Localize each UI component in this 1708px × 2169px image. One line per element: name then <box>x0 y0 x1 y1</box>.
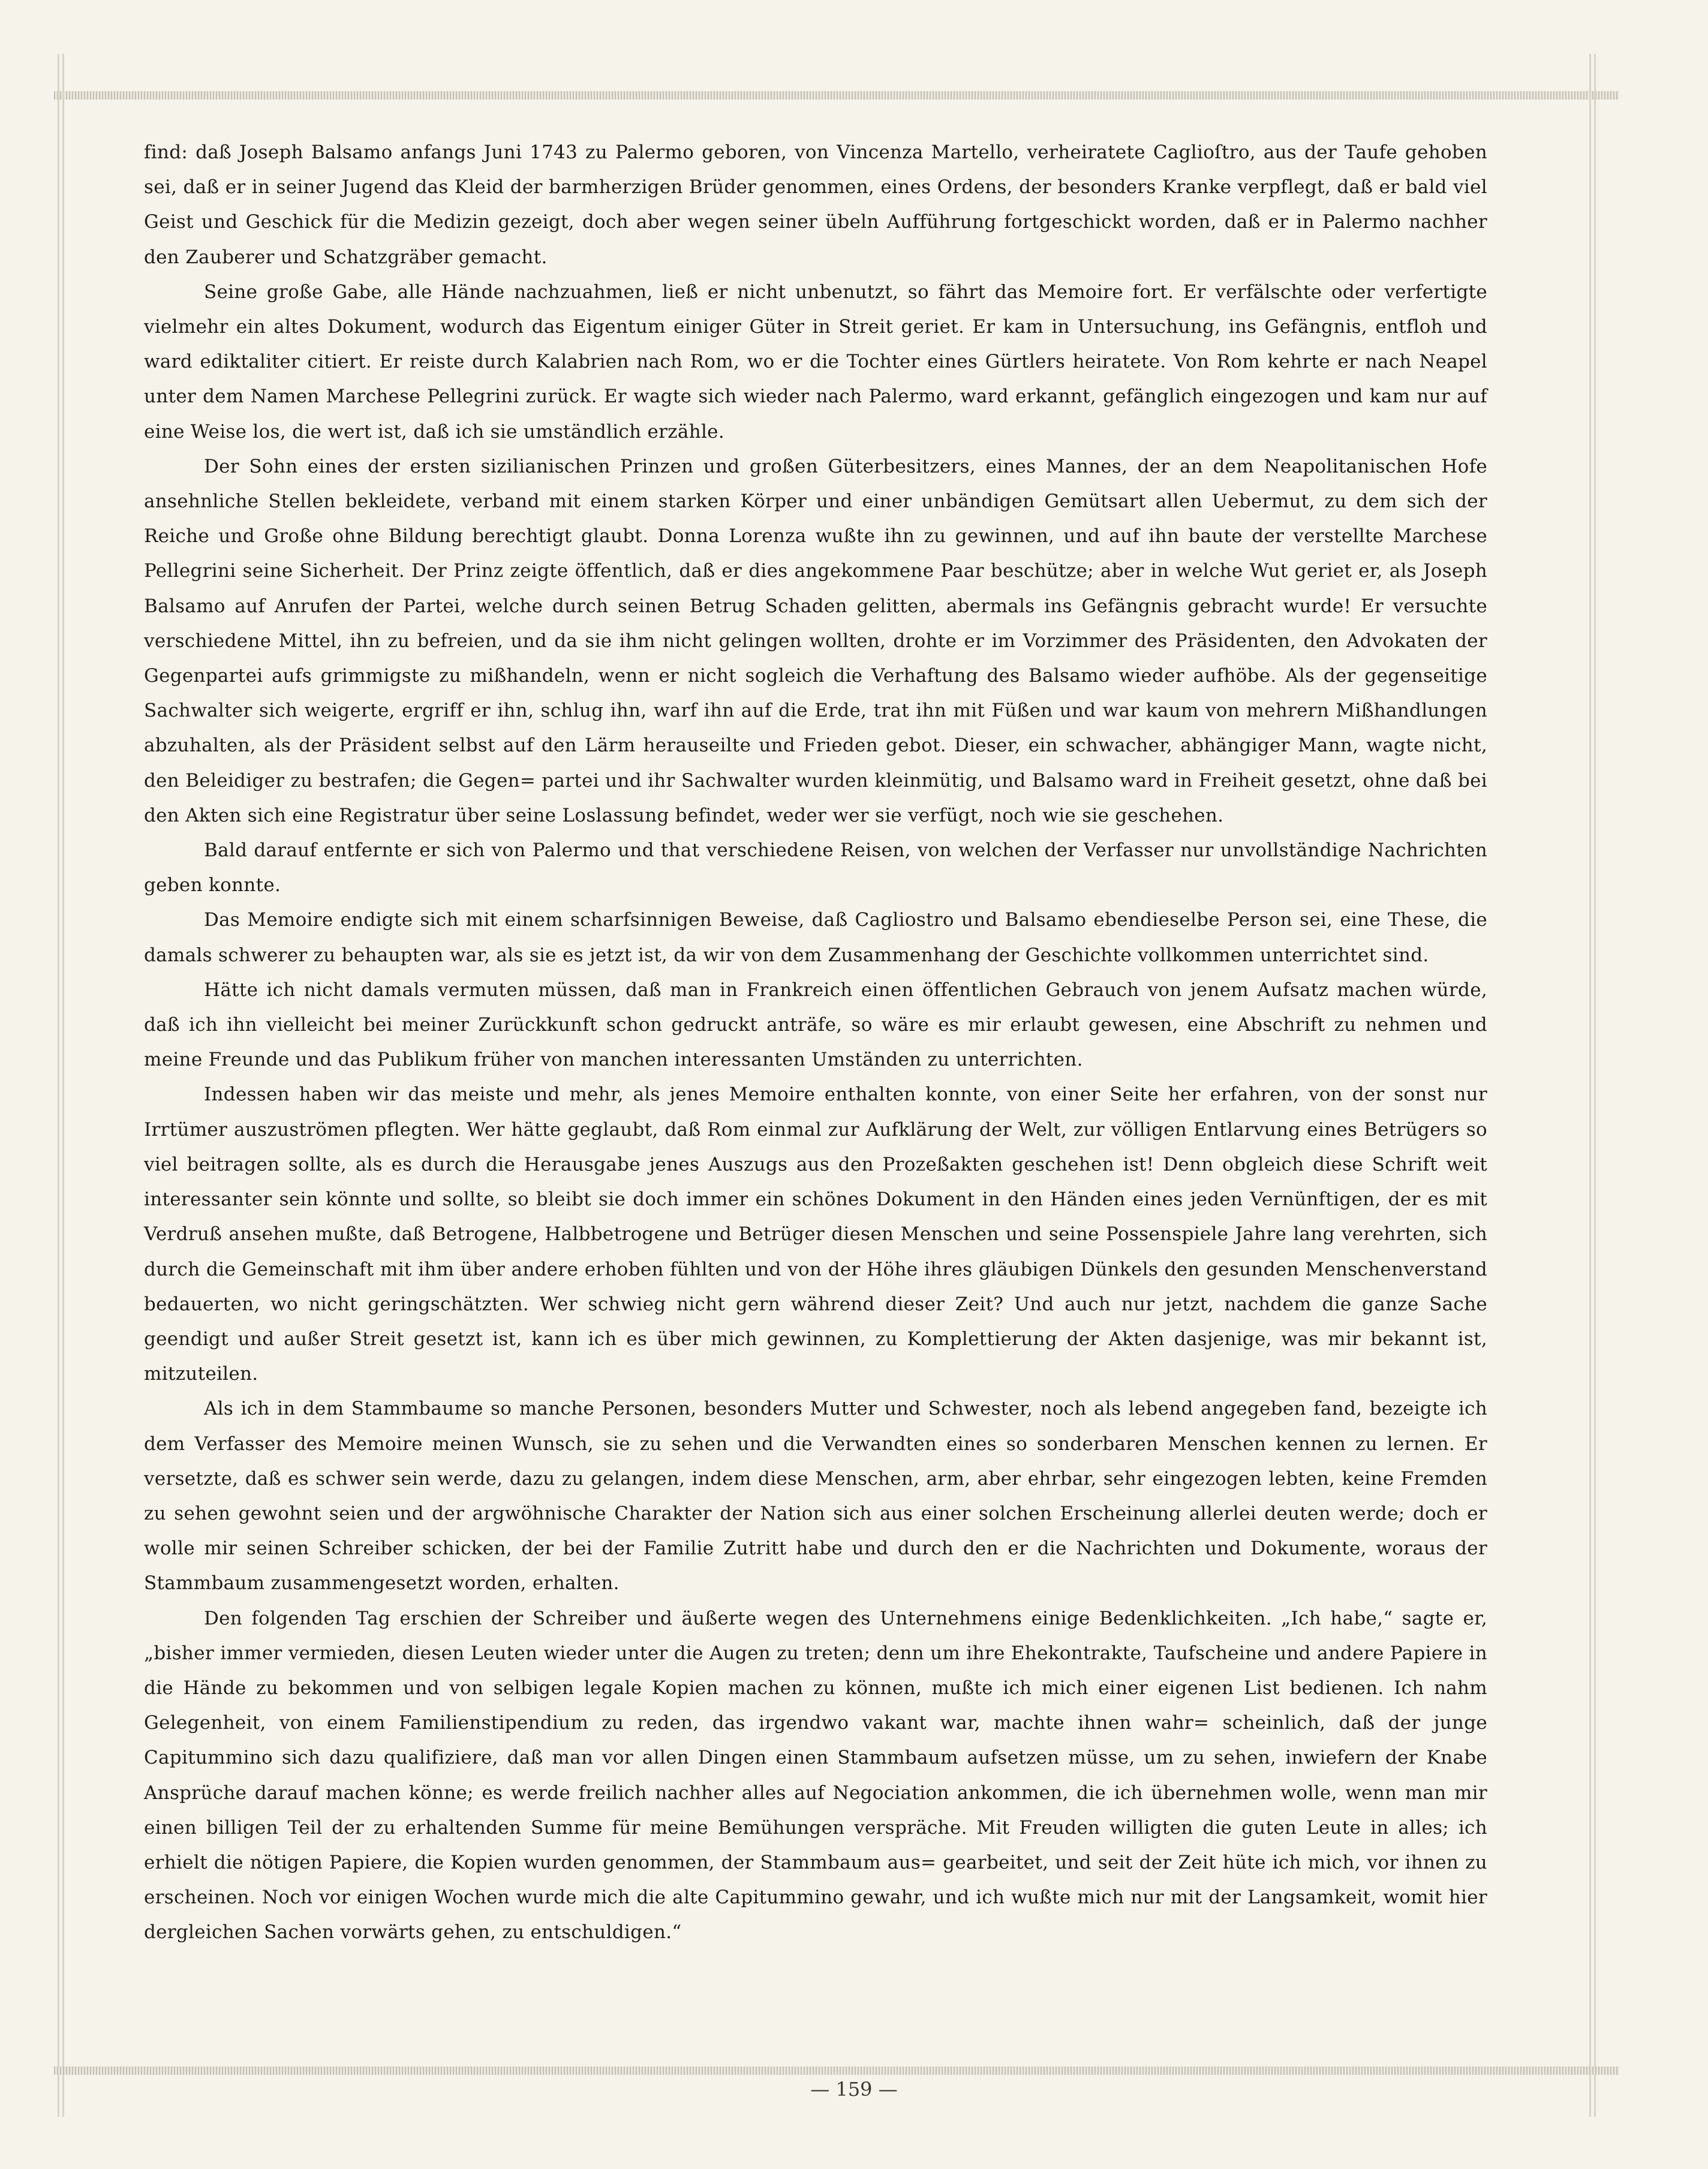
top-ornament-band <box>54 91 1619 100</box>
paragraph-7: Indessen haben wir das meiste und mehr, als jenes Memoire enthalten konnte, von einer Seite her erfahren, von der sonst nur Irrtümer auszuströmen pflegten. Wer hätte geglaubt, daß Rom einmal zur Aufklärung der Welt, zur völligen Entlarvung eines Betrügers so viel beitragen sollte, als es durch die Herausgabe jenes Auszugs aus den Prozeßakten geschehen ist! Denn obgleich diese Schrift weit interessanter sein könnte und sollte, so bleibt sie doch immer ein schönes Dokument in den Händen eines jeden Vernünftigen, der es mit Verdruß ansehen mußte, daß Betrogene, Halbbetrogene und Betrüger diesen Menschen und seine Possenspiele Jahre lang verehrten, sich durch die Gemeinschaft mit ihm über andere erhoben fühlten und von der Höhe ihres gläubigen Dünkels den gesunden Menschenverstand bedauerten, wo nicht geringschätzten. Wer schwieg nicht gern während dieser Zeit? Und auch nur jetzt, nachdem die ganze Sache geendigt und außer Streit gesetzt ist, kann ich es über mich gewinnen, zu Komplettierung der Akten dasjenige, was mir bekannt ist, mitzuteilen. <box>144 1084 1487 1385</box>
paragraph-8: Als ich in dem Stammbaume so manche Personen, besonders Mutter und Schwester, noch als lebend angegeben fand, bezeigte ich dem Verfasser des Memoire meinen Wunsch, sie zu sehen und die Verwandten eines so sonderbaren Menschen kennen zu lernen. Er versetzte, daß es schwer sein werde, dazu zu gelangen, indem diese Menschen, arm, aber ehrbar, sehr eingezogen lebten, keine Fremden zu sehen gewohnt seien und der argwöhnische Charakter der Nation sich aus einer solchen Erscheinung allerlei deuten werde; doch er wolle mir seinen Schreiber schicken, der bei der Familie Zutritt habe und durch den er die Nachrichten und Dokumente, woraus der Stammbaum zusammengesetzt worden, erhalten. <box>144 1398 1487 1595</box>
paragraph-3: Der Sohn eines der ersten sizilianischen Prinzen und großen Güterbesitzers, eines Mannes, der an dem Neapolitanischen Hofe ansehnliche Stellen bekleidete, verband mit einem starken Körper und einer unbändigen Gemütsart allen Uebermut, zu dem sich der Reiche und Große ohne Bildung berechtigt glaubt. Donna Lorenza wußte ihn zu gewinnen, und auf ihn baute der verstellte Marchese Pellegrini seine Sicherheit. Der Prinz zeigte öffentlich, daß er dies angekommene Paar beschütze; aber in welche Wut geriet er, als Joseph Balsamo auf Anrufen der Partei, welche durch seinen Betrug Schaden gelitten, abermals ins Gefängnis gebracht wurde! Er versuchte verschiedene Mittel, ihn zu befreien, und da sie ihm nicht gelingen wollten, drohte er im Vorzimmer des Präsidenten, den Advokaten der Gegenpartei aufs grimmigste zu mißhandeln, wenn er nicht sogleich die Verhaftung des Balsamo wieder aufhöbe. Als der gegenseitige Sachwalter sich weigerte, ergriff er ihn, schlug ihn, warf ihn auf die Erde, trat ihn mit Füßen und war kaum von mehrern Mißhandlungen abzuhalten, als der Präsident selbst auf den Lärm herauseilte und Frieden gebot. Dieser, ein schwacher, abhängiger Mann, wagte nicht, den Beleidiger zu bestrafen; die Gegen= partei und ihr Sachwalter wurden kleinmütig, und Balsamo ward in Freiheit gesetzt, ohne daß bei den Akten sich eine Registratur über seine Loslassung befindet, weder wer sie verfügt, noch wie sie geschehen. <box>144 455 1487 826</box>
paragraph-6: Hätte ich nicht damals vermuten müssen, daß man in Frankreich einen öffentlichen Gebrauch von jenem Aufsatz machen würde, daß ich ihn vielleicht bei meiner Zurückkunft schon gedruckt anträfe, so wäre es mir erlaubt gewesen, eine Abschrift zu nehmen und meine Freunde und das Publikum früher von manchen interessanten Umständen zu unterrichten. <box>144 979 1487 1071</box>
left-margin-rule <box>58 54 59 2117</box>
page-number: — 159 — <box>810 2078 898 2101</box>
body-text <box>144 135 1487 1950</box>
bottom-ornament-band <box>54 2066 1619 2075</box>
left-margin-rule-inner <box>62 54 64 2117</box>
paragraph-1: find: daß Joseph Balsamo anfangs Juni 1743 zu Palermo geboren, von Vincenza Martello, verheiratete Caglioſtro, aus der Taufe gehoben sei, daß er in seiner Jugend das Kleid der barmherzigen Brüder genommen, eines Ordens, der besonders Kranke verpflegt, daß er bald viel Geist und Geschick für die Medizin gezeigt, doch aber wegen seiner übeln Aufführung fortgeschickt worden, daß er in Palermo nachher den Zauberer und Schatzgräber gemacht. <box>144 142 1487 268</box>
paragraph-9: Den folgenden Tag erschien der Schreiber und äußerte wegen des Unternehmens einige Bedenklichkeiten. „Ich habe,“ sagte er, „bisher immer vermieden, diesen Leuten wieder unter die Augen zu treten; denn um ihre Ehekontrakte, Taufscheine und andere Papiere in die Hände zu bekommen und von selbigen legale Kopien machen zu können, mußte ich mich einer eigenen List bedienen. Ich nahm Gelegenheit, von einem Familienstipendium zu reden, das irgendwo vakant war, machte ihnen wahr= scheinlich, daß der junge Capitummino sich dazu qualifiziere, daß man vor allen Dingen einen Stammbaum aufsetzen müsse, um zu sehen, inwiefern der Knabe Ansprüche darauf machen könne; es werde freilich nachher alles auf Negociation ankommen, die ich übernehmen wolle, wenn man mir einen billigen Teil der zu erhaltenden Summe für meine Bemühungen verspräche. Mit Freuden willigten die guten Leute in alles; ich erhielt die nötigen Papiere, die Kopien wurden genommen, der Stammbaum aus= gearbeitet, und seit der Zeit hüte ich mich, vor ihnen zu erscheinen. Noch vor einigen Wochen wurde mich die alte Capitummino gewahr, und ich wußte mich nur mit der Langsamkeit, womit hier dergleichen Sachen vorwärts gehen, zu entschuldigen.“ <box>144 1607 1487 1944</box>
right-margin-rule-outer <box>1594 54 1596 2117</box>
paragraph-4: Bald darauf entfernte er sich von Palermo und that verschiedene Reisen, von welchen der Verfasser nur unvollständige Nachrichten geben konnte. <box>144 840 1487 897</box>
right-margin-rule <box>1589 54 1591 2117</box>
paragraph-2: Seine große Gabe, alle Hände nachzuahmen, ließ er nicht unbenutzt, so fährt das Memoire fort. Er verfälschte oder verfertigte vielmehr ein altes Dokument, wodurch das Eigentum einiger Güter in Streit geriet. Er kam in Untersuchung, ins Gefängnis, entfloh und ward ediktaliter citiert. Er reiste durch Kalabrien nach Rom, wo er die Tochter eines Gürtlers heiratete. Von Rom kehrte er nach Neapel unter dem Namen Marchese Pellegrini zurück. Er wagte sich wieder nach Palermo, ward erkannt, gefänglich eingezogen und kam nur auf eine Weise los, die wert ist, daß ich sie umständlich erzähle. <box>144 281 1487 443</box>
paragraph-5: Das Memoire endigte sich mit einem scharfsinnigen Beweise, daß Cagliostro und Balsamo ebendieselbe Person sei, eine These, die damals schwerer zu behaupten war, als sie es jetzt ist, da wir von dem Zusammenhang der Geschichte vollkommen unterrichtet sind. <box>144 909 1487 966</box>
